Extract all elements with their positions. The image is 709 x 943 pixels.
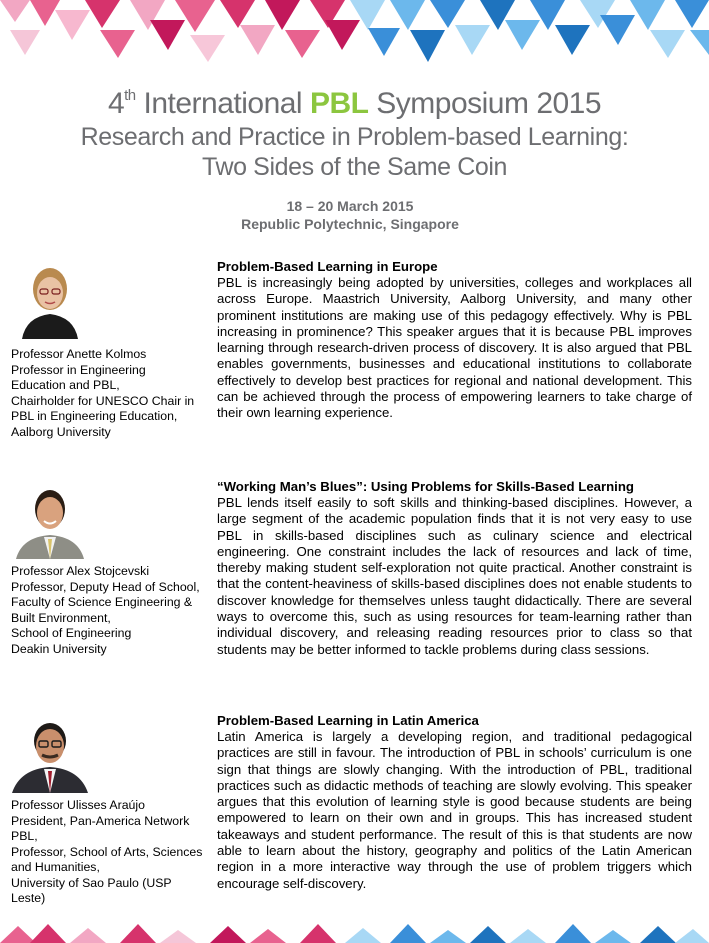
pbl-logo-text: PBL: [309, 87, 369, 120]
title-post: Symposium 2015: [368, 87, 602, 120]
bio-line: Faculty of Science Engineering &: [11, 595, 193, 609]
bio-line: and Humanities,: [11, 860, 100, 874]
talk-abstract: Latin America is largely a developing region, and traditional pedagogical practices are still in favour. The introduction of PBL in schools’ curriculum is one sign that things are slowly changing. With the introduction of PBL, traditional practices such as didactic methods of teaching are slowly evolving. This speaker argues that this evolution of learning style is good because students are being empowered to learn on their own and in groups. This has increased student takeaways and student performance. The result of this is that students are now able to learn about the history, geography and politics of the Latin American region in a more interactive way through the use of problem triggers which encourage self-discovery.: [217, 729, 692, 891]
event-info: [0, 197, 700, 233]
bio-line: President, Pan-America Network: [11, 813, 190, 828]
bio-line: School of Engineering: [11, 626, 132, 640]
subtitle-line1: Research and Practice in Problem-based Learning:: [80, 123, 629, 151]
talk-title: Problem-Based Learning in Europe: [217, 259, 438, 274]
symposium-title: [0, 86, 709, 122]
top-triangle-banner: [0, 0, 709, 80]
speaker-photo-kolmos: [12, 259, 88, 339]
symposium-title-block: [0, 86, 709, 182]
speaker-bio-kolmos: [11, 347, 216, 440]
bio-line: PBL in Engineering Education,: [11, 409, 178, 423]
speaker-bio-stojcevski: [11, 564, 216, 657]
speaker-photo-araujo: [12, 713, 88, 793]
speaker-bio-araujo: [11, 798, 216, 907]
talk-title: Problem-Based Learning in Latin America: [217, 713, 479, 728]
bio-line: Deakin University: [11, 641, 107, 656]
talk-stojcevski: [217, 479, 692, 658]
bio-line: Aalborg University: [11, 424, 111, 439]
edition-number: 4: [107, 87, 125, 120]
event-date: 18 – 20 March 2015: [286, 198, 414, 214]
speaker-name: Professor Ulisses Araújo: [11, 798, 145, 812]
bottom-triangle-banner: [0, 924, 709, 943]
speaker-name: Professor Alex Stojcevski: [11, 564, 150, 578]
bio-line: Chairholder for UNESCO Chair in: [11, 393, 195, 408]
subtitle-line2: Two Sides of the Same Coin: [201, 153, 508, 181]
bio-line: PBL,: [11, 829, 38, 843]
bio-line: Professor in Engineering: [11, 362, 146, 377]
talk-abstract: PBL is increasingly being adopted by universities, colleges and workplaces all across Europe. Maastrich University, Aalborg University, and many other prominent institutions are making use of this pedagogy effectively. Why is PBL increasing in prominence? This speaker argues that it is because PBL improves learning through research-driven process of discovery. It is also argued that PBL enables governments, businesses and educational institutions to collaborate effectively to develop best practices for regional and national development. This can be achieved through the process of empowering learners to take charge of their own learning experience.: [217, 275, 692, 421]
talk-abstract: PBL lends itself easily to soft skills and thinking-based disciplines. However, a large segment of the academic population finds that it is not very easy to use PBL in skills-based disciplines such as culinary science and electrical engineering. One constraint includes the lack of resources and lack of time, thereby making student self-exploration not quite practical. Another constraint is that the content-heaviness of skills-based disciplines does not enable students to discover knowledge for themselves unless taught didactically. There are several ways to overcome this, such as using resources for team-learning rather than individual discovery, and releasing reading resources prior to class so that students may be better informed to tackle problems during class sessions.: [217, 495, 692, 657]
bio-line: University of Sao Paulo (USP: [11, 875, 172, 890]
talk-title: “Working Man’s Blues”: Using Problems for Skills-Based Learning: [217, 479, 634, 494]
bio-line: Professor, Deputy Head of School,: [11, 579, 200, 594]
bio-line: Leste): [11, 891, 46, 905]
speaker-name: Professor Anette Kolmos: [11, 347, 147, 361]
speaker-photo-stojcevski: [12, 479, 88, 559]
talk-kolmos: [217, 259, 692, 422]
bio-line: Built Environment,: [11, 610, 111, 625]
edition-suffix: th: [124, 87, 136, 104]
talk-araujo: [217, 713, 692, 892]
event-venue: Republic Polytechnic, Singapore: [241, 216, 459, 232]
bio-line: Education and PBL,: [11, 378, 120, 392]
bio-line: Professor, School of Arts, Sciences: [11, 844, 203, 859]
title-pre: International: [143, 87, 310, 120]
